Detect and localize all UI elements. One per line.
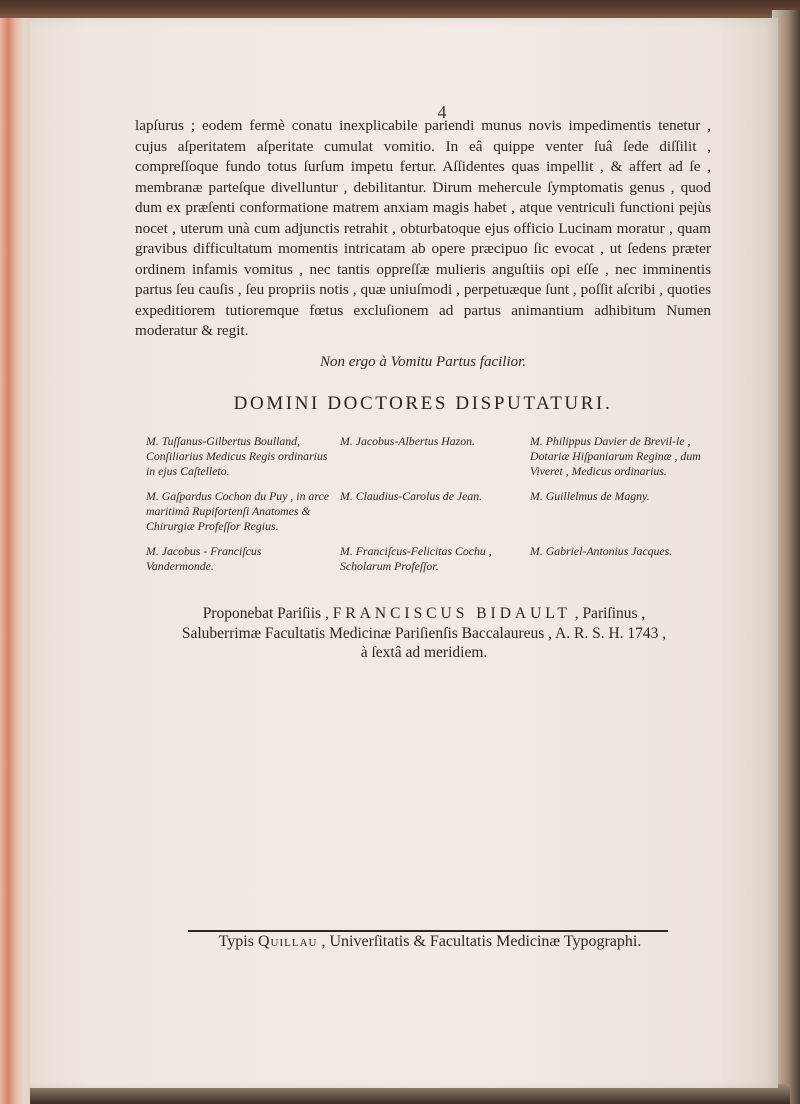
candidate-name: FRANCISCUS BIDAULT bbox=[332, 605, 571, 622]
proponebat-line-1 bbox=[138, 604, 710, 624]
body-paragraph-text: lapſurus ; eodem fermè conatu inexplicabile pariendi munus novis impedimentis tenetur , cujus aſperitatem aſperitate cumulat vomitio. In eâ quippe venter ſuâ ſede diſſilit , compreſſoque fundo totus ſurſum impetu fertur. Aſſidentes quas impellit , & affert ad ſe , membranæ parteſque divelluntur , debilitantur. Dirum mehercule ſymptomatis genus , quod dum ex præſenti conformatione matrem anxiam magis habet , atque ventriculi functioni pejùs nocet , uterum unà cum adjunctis retrahit , obturbatoque ejus officio Lucinam moratur , quam gravibus difficultatum momentis intricatam ab opere præcipuo ſic evocat , ut ſedens præter ordinem infamis vomitus , nec tantis oppreſſæ mulieris anguſtiis opi eſſe , nec imminentis partus ſeu cauſis , ſeu propriis notis , quæ uniuſmodi , perpetuæque ſunt , poſſit aſcribi , quoties expeditiorem tutioremque fœtus excluſionem ad partus animantium adhibitum Numen moderatur & regit. bbox=[135, 117, 711, 339]
doctor-entry: M. Gaſpardus Cochon du Puy , in arce maritimâ Rupifortenſi Anatomes & Chirurgiæ Profeſſor Regius. bbox=[146, 489, 329, 533]
page-number: 4 bbox=[437, 102, 447, 122]
doctors-heading: DOMINI DOCTORES DISPUTATURI. bbox=[233, 393, 613, 414]
body-paragraph bbox=[135, 116, 711, 342]
conclusion-line: Non ergo à Vomitu Partus facilior. bbox=[319, 354, 527, 370]
proponebat-block bbox=[138, 604, 710, 663]
imprint-prefix: Typis bbox=[218, 933, 254, 950]
doctor-entry: M. Franciſcus-Felicitas Cochu , Scholarum Profeſſor. bbox=[340, 544, 492, 573]
doctor-entry: M. Jacobus-Albertus Hazon. bbox=[340, 434, 475, 448]
doctor-entry: M. Philippus Davier de Brevil-le , Dotariæ Hiſpaniarum Reginæ , dum Viveret , Medicus ordinarius. bbox=[530, 434, 701, 478]
imprint-suffix: , Univerſitatis & Facultatis Medicinæ Typographi. bbox=[321, 933, 642, 950]
doctors-list bbox=[146, 434, 716, 574]
proponebat-tail: , Pariſinus , bbox=[574, 605, 646, 622]
proponebat-line-3: à ſextâ ad meridiem. bbox=[360, 644, 488, 661]
book-spine-edge bbox=[0, 18, 34, 1104]
doctor-entry: M. Jacobus - Franciſcus Vandermonde. bbox=[146, 544, 262, 573]
imprint-rule bbox=[188, 930, 668, 932]
doctor-entry: M. Gabriel-Antonius Jacques. bbox=[530, 544, 673, 558]
proponebat-line-2: Saluberrimæ Facultatis Medicinæ Pariſienſis Baccalaureus , A. R. S. H. 1743 , bbox=[181, 624, 667, 642]
doctor-entry: M. Claudius-Carolus de Jean. bbox=[340, 489, 483, 503]
printer-name: Quillau bbox=[257, 933, 318, 950]
proponebat-lead: Proponebat Pariſiis , bbox=[202, 605, 329, 622]
doctor-entry: M. Tuſſanus-Gilbertus Boulland, Conſiliarius Medicus Regis ordinarius in ejus Caſtelleto. bbox=[146, 434, 328, 478]
doctor-entry: M. Guillelmus de Magny. bbox=[530, 489, 650, 503]
printer-imprint bbox=[150, 933, 710, 951]
